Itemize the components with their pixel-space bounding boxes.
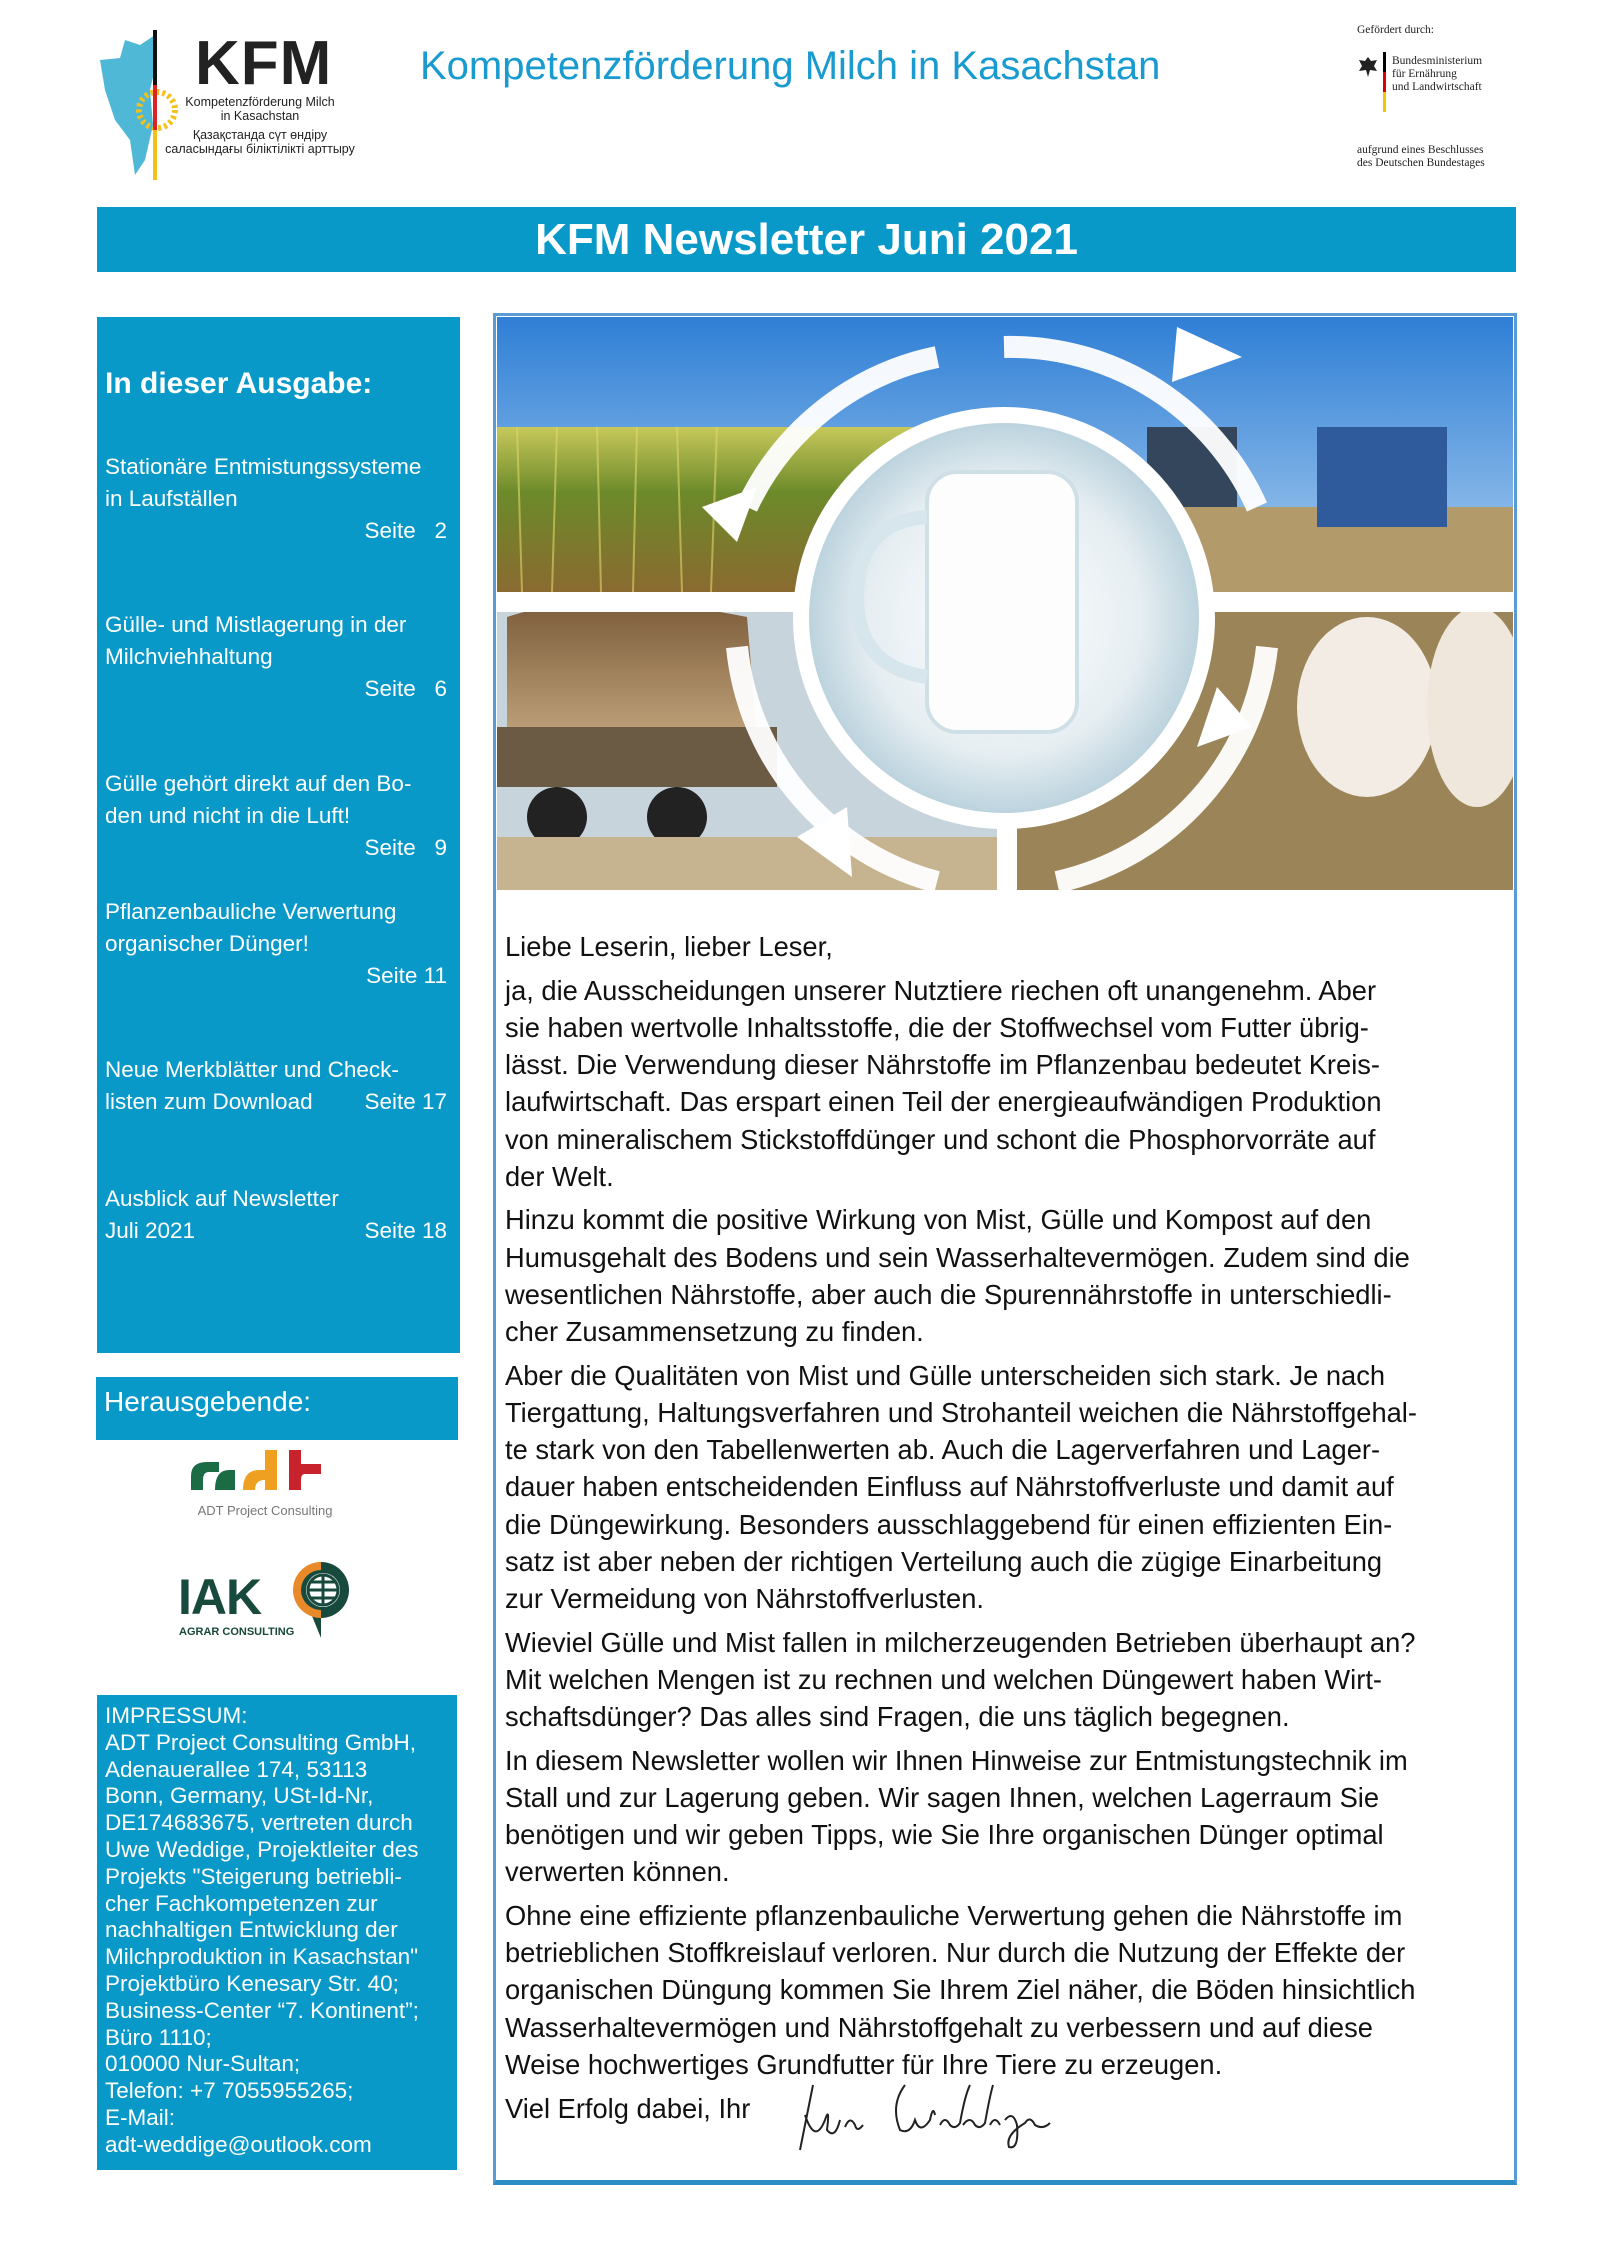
- letter-greeting: [505, 928, 1505, 965]
- letter-paragraph: [505, 1624, 1505, 1736]
- impressum-line: Projektbüro Kenesary Str. 40;: [105, 1970, 399, 1996]
- impressum-line: nachhaltigen Entwicklung der: [105, 1917, 398, 1943]
- impressum-line: DE174683675, vertreten durch: [105, 1810, 413, 1836]
- signature: [795, 2075, 1075, 2160]
- toc-item-title: Juli 2021: [105, 1218, 196, 1243]
- toc-item-page: Seite 18: [364, 1218, 447, 1243]
- impressum-line: cher Fachkompetenzen zur: [105, 1890, 378, 1916]
- impressum-line: Business-Center “7. Kontinent”;: [105, 1997, 419, 2023]
- letter-line: Tiergattung, Haltungsverfahren und Strohanteil weichen die Nährstoffgehal-: [505, 1396, 1417, 1428]
- impressum-line: Bonn, Germany, USt-Id-Nr,: [105, 1783, 374, 1809]
- letter-line: von mineralischem Stickstoffdünger und schont die Phosphorvorräte auf: [505, 1123, 1376, 1155]
- impressum-line: Büro 1110;: [105, 2024, 212, 2050]
- letter-line: te stark von den Tabellenwerten ab. Auch die Lagerverfahren und Lager-: [505, 1434, 1381, 1466]
- toc-item[interactable]: [105, 1054, 447, 1118]
- logo-line: in Kasachstan: [220, 109, 300, 123]
- toc-item-title: Ausblick auf Newsletter: [105, 1186, 339, 1211]
- impressum-line: Milchproduktion in Kasachstan": [105, 1944, 419, 1970]
- toc-item-title: Stationäre Entmistungssysteme: [105, 454, 422, 479]
- eagle-icon: [1357, 55, 1379, 84]
- logo-line-kz: саласындағы біліктілікті арттыру: [165, 142, 355, 156]
- impressum-line: E-Mail:: [105, 2104, 176, 2130]
- letter-closing-text: Viel Erfolg dabei, Ihr: [505, 2092, 751, 2124]
- letter-line: Stall und zur Lagerung geben. Wir sagen Ihnen, welchen Lagerraum Sie: [505, 1781, 1380, 1813]
- toc-item-title: Gülle gehört direkt auf den Bo-: [105, 771, 412, 796]
- funding-note-line: aufgrund eines Beschlusses: [1357, 144, 1484, 156]
- toc-item-title: Neue Merkblätter und Check-: [105, 1057, 399, 1082]
- letter-line: wesentlichen Nährstoffe, aber auch die Spurennährstoffe in unterschiedli-: [505, 1278, 1392, 1310]
- toc-item-page: Seite 11: [366, 963, 447, 988]
- toc-item-title: listen zum Download: [105, 1089, 313, 1114]
- toc-item-page: Seite 2: [364, 518, 447, 543]
- letter-paragraph: [505, 972, 1505, 1195]
- flag-stripe: [1383, 52, 1386, 112]
- kfm-logo-text: KFM: [195, 29, 333, 98]
- toc-item[interactable]: [105, 609, 447, 705]
- letter-line: Wasserhaltevermögen und Nährstoffgehalt zu verbessern und auf diese: [505, 2011, 1373, 2043]
- letter-line: benötigen und wir geben Tipps, wie Sie Ihre organischen Dünger optimal: [505, 1819, 1384, 1851]
- toc-item-page: Seite 9: [364, 835, 447, 860]
- impressum: [97, 1695, 457, 2170]
- toc-heading: In dieser Ausgabe:: [105, 367, 373, 400]
- letter-paragraph: [505, 1897, 1505, 2083]
- impressum-email-link[interactable]: adt-weddige@outlook.com: [105, 2131, 372, 2157]
- letter-line: In diesem Newsletter wollen wir Ihnen Hinweise zur Entmistungstechnik im: [505, 1744, 1408, 1776]
- funding-label: Gefördert durch:: [1357, 24, 1434, 36]
- letter-line: betrieblichen Stoffkreislauf verloren. Nur durch die Nutzung der Effekte der: [505, 1937, 1406, 1969]
- toc-item-title: Pflanzenbauliche Verwertung: [105, 899, 397, 924]
- iak-logo-mark: IAK: [178, 1569, 262, 1625]
- letter-line: dauer haben entscheidenden Einfluss auf Nährstoffverluste und damit auf: [505, 1471, 1394, 1503]
- impressum-line: Projekts "Steigerung betriebli-: [105, 1863, 402, 1889]
- publishers-heading: Herausgebende:: [96, 1377, 458, 1440]
- toc-item[interactable]: [105, 451, 447, 547]
- ministry-line: für Ernährung: [1392, 68, 1457, 80]
- funding-note-line: des Deutschen Bundestages: [1357, 157, 1485, 169]
- hero-image-milk-cycle: [497, 317, 1513, 890]
- logo-line: Kompetenzförderung Milch: [185, 95, 335, 109]
- funding-note: [1357, 144, 1485, 170]
- letter-line: ja, die Ausscheidungen unserer Nutztiere riechen oft unangenehm. Aber: [505, 974, 1377, 1006]
- letter-line: Weise hochwertiges Grundfutter für Ihre Tiere zu erzeugen.: [505, 2048, 1223, 2080]
- letter-line: lässt. Die Verwendung dieser Nährstoffe im Pflanzenbau bedeutet Kreis-: [505, 1049, 1381, 1081]
- letter-line: sie haben wertvolle Inhaltsstoffe, die der Stoffwechsel vom Futter übrig-: [505, 1011, 1369, 1043]
- impressum-line: ADT Project Consulting GmbH,: [105, 1729, 416, 1755]
- impressum-line: 010000 Nur-Sultan;: [105, 2051, 301, 2077]
- adt-logo-mark: [185, 1440, 345, 1500]
- letter-line: Humusgehalt des Bodens und sein Wasserhaltevermögen. Zudem sind die: [505, 1241, 1410, 1273]
- letter-line: die Düngewirkung. Besonders ausschlaggebend für einen effizienten Ein-: [505, 1508, 1393, 1540]
- letter-line: organischen Düngung kommen Sie Ihrem Ziel näher, die Böden hinsichtlich: [505, 1974, 1416, 2006]
- toc-item-page: Seite 17: [364, 1089, 447, 1114]
- letter-line: Liebe Leserin, lieber Leser,: [505, 931, 833, 962]
- newsletter-banner: KFM Newsletter Juni 2021: [97, 207, 1516, 272]
- kfm-logo-subtitle: [165, 95, 355, 156]
- letter-line: verwerten können.: [505, 1856, 730, 1888]
- toc-item-title: in Laufställen: [105, 486, 238, 511]
- toc-item[interactable]: [105, 1183, 447, 1247]
- toc-item-page: Seite 6: [364, 676, 447, 701]
- toc-item-title: den und nicht in die Luft!: [105, 803, 351, 828]
- letter-paragraph: [505, 1201, 1505, 1350]
- toc-item-title: Gülle- und Mistlagerung in der: [105, 612, 407, 637]
- letter-paragraph: [505, 1742, 1505, 1891]
- toc-item[interactable]: [105, 768, 447, 864]
- impressum-line: Adenauerallee 174, 53113: [105, 1756, 368, 1782]
- letter-line: zur Vermeidung von Nährstoffverlusten.: [505, 1582, 984, 1614]
- adt-logo-name: ADT Project Consulting: [197, 1503, 333, 1518]
- letter-line: laufwirtschaft. Das erspart einen Teil der energieaufwändigen Produktion: [505, 1086, 1382, 1118]
- toc-item[interactable]: [105, 896, 447, 992]
- iak-logo: [178, 1560, 358, 1640]
- letter-line: Hinzu kommt die positive Wirkung von Mist, Gülle und Kompost auf den: [505, 1204, 1372, 1236]
- letter-line: Mit welchen Mengen ist zu rechnen und welchen Düngewert haben Wirt-: [505, 1663, 1382, 1695]
- letter-line: Wieviel Gülle und Mist fallen in milcherzeugenden Betrieben überhaupt an?: [505, 1626, 1416, 1658]
- ministry-line: und Landwirtschaft: [1392, 81, 1482, 93]
- toc-item-title: Milchviehhaltung: [105, 644, 273, 669]
- logo-line-kz: Қазақстанда сүт өндіру: [192, 128, 328, 142]
- letter-line: cher Zusammensetzung zu finden.: [505, 1316, 924, 1348]
- letter-line: der Welt.: [505, 1160, 614, 1192]
- letter-line: Ohne eine effiziente pflanzenbauliche Verwertung gehen die Nährstoffe im: [505, 1900, 1403, 1932]
- letter-paragraph: [505, 1357, 1505, 1617]
- impressum-line: Telefon: +7 7055955265;: [105, 2078, 354, 2104]
- ministry-line: Bundesministerium: [1392, 55, 1483, 67]
- ministry-name: [1392, 55, 1482, 94]
- impressum-line: Uwe Weddige, Projektleiter des: [105, 1836, 419, 1862]
- page-title: Kompetenzförderung Milch in Kasachstan: [420, 44, 1161, 88]
- letter-line: satz ist aber neben der richtigen Verteilung auch die zügige Einarbeitung: [505, 1545, 1383, 1577]
- handwritten-signature: [795, 2075, 1075, 2155]
- editorial-letter: [505, 928, 1505, 2133]
- letter-line: Aber die Qualitäten von Mist und Gülle unterscheiden sich stark. Je nach: [505, 1359, 1386, 1391]
- letter-line: schaftsdünger? Das alles sind Fragen, die uns täglich begegnen.: [505, 1701, 1290, 1733]
- adt-logo: [185, 1440, 345, 1518]
- impressum-heading: IMPRESSUM:: [105, 1703, 248, 1728]
- table-of-contents: [97, 317, 460, 1353]
- toc-item-title: organischer Dünger!: [105, 931, 309, 956]
- globe-pin-icon: [290, 1560, 352, 1640]
- iak-logo-name: AGRAR CONSULTING: [179, 1626, 295, 1638]
